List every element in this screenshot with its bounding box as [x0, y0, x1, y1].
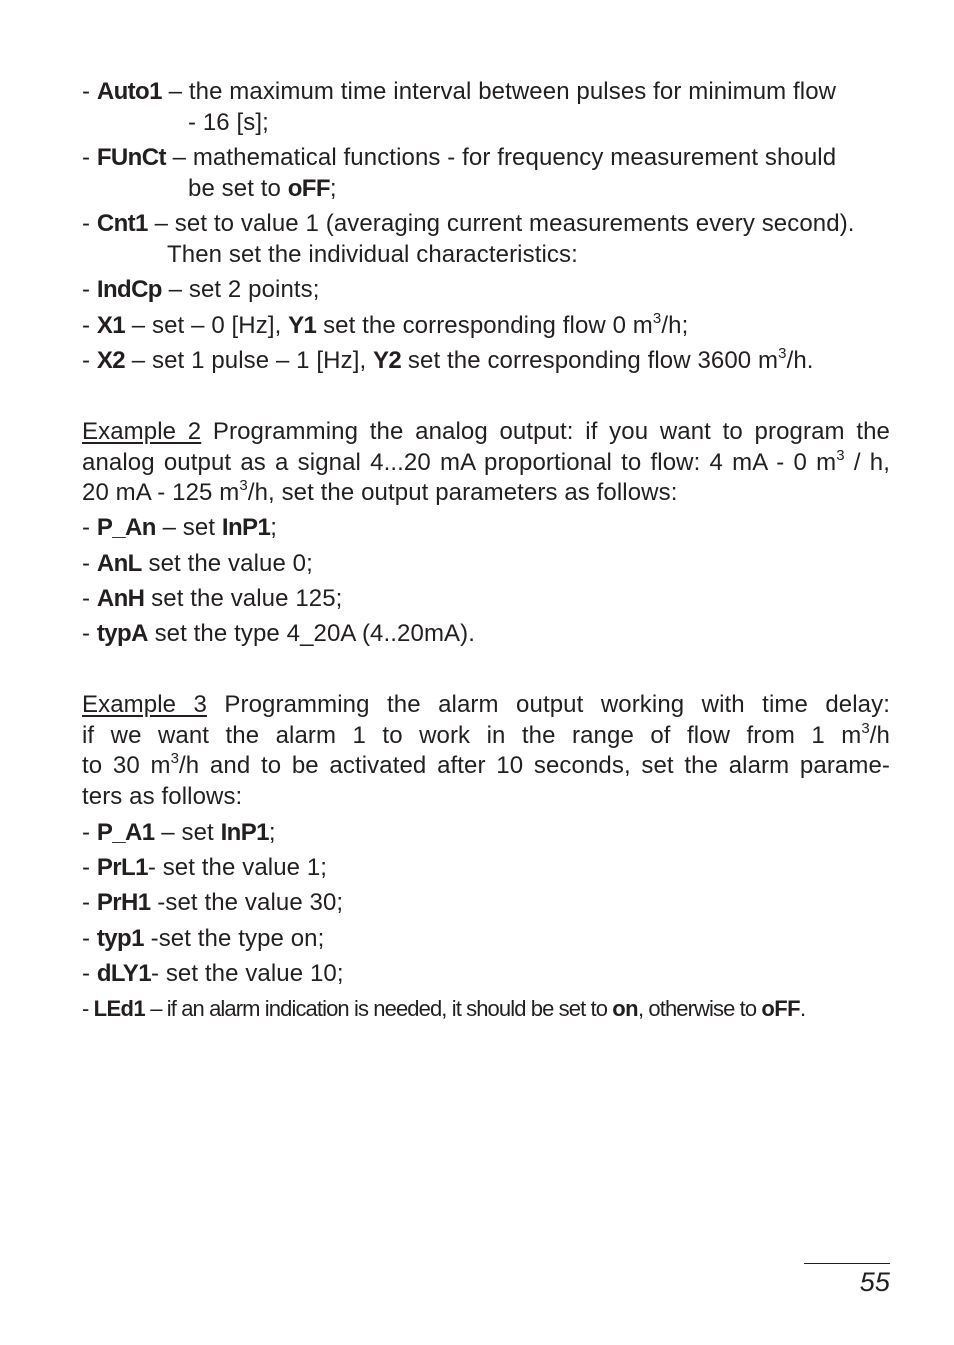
example2-line2: analog output as a signal 4...20 mA proportional to flow: 4 mA - 0 $m^3$ / h, [82, 447, 890, 476]
param-auto1: - Auto1 – the maximum time interval between pulses for minimum flow [82, 78, 837, 105]
param-key: LEd1 [93, 996, 146, 1021]
param-auto1-cont: - 16 [s]; [188, 109, 269, 136]
param-value: InP1 [221, 514, 271, 541]
param-key: AnL [96, 550, 142, 577]
param-p-a1: - P_A1 – set InP1; [82, 819, 276, 846]
param-funct: - FUnCt – mathematical functions - for frequency measurement should [82, 144, 837, 171]
param-key: Cnt1 [96, 210, 148, 237]
param-cnt1: - Cnt1 – set to value 1 (averaging current measurements every second). [82, 210, 855, 237]
param-typa: - typA set the type 4_20A (4..20mA). [82, 620, 475, 647]
param-key: FUnCt [96, 144, 166, 171]
param-key: P_A1 [96, 819, 155, 846]
param-value: oFF [287, 175, 330, 202]
example3-line4: ters as follows: [82, 783, 243, 810]
example3-line3: to 30 $m^3/h$ and to be activated after 10 seconds, set the alarm parame- [82, 750, 890, 779]
param-key: typ1 [96, 925, 144, 952]
param-led1: - LEd1 – if an alarm indication is needed, it should be set to on, otherwise to oFF. [82, 996, 806, 1021]
param-prh1: - PrH1 -set the value 30; [82, 889, 344, 916]
param-value: oFF [761, 996, 800, 1021]
param-dly1: - dLY1- set the value 10; [82, 960, 344, 987]
param-funct-cont: be set to oFF; [188, 175, 337, 202]
page-number: 55 [859, 1267, 890, 1297]
example2-line1: Example 2 Programming the analog output: if you want to program the [82, 418, 890, 445]
example2-line3: 20 mA - 125 $m^3/h$, set the output parameters as follows: [82, 477, 678, 506]
example3-label: Example 3 [82, 691, 207, 718]
example2-label: Example 2 [82, 418, 202, 445]
example3-line1: Example 3 Programming the alarm output working with time delay: [82, 691, 890, 718]
param-key: Auto1 [96, 78, 162, 105]
param-anl: - AnL set the value 0; [82, 550, 313, 577]
param-key: dLY1 [96, 960, 151, 987]
param-key: PrL1 [96, 854, 148, 881]
param-key: typA [96, 620, 148, 647]
param-key: PrH1 [96, 889, 151, 916]
param-key: Y2 [373, 347, 402, 374]
param-key: X1 [96, 312, 126, 339]
param-key: P_An [96, 514, 156, 541]
param-p-an: - P_An – set InP1; [82, 514, 277, 541]
param-typ1: - typ1 -set the type on; [82, 925, 325, 952]
example3-line2: if we want the alarm 1 to work in the range of flow from 1 $m^3/h$ [82, 720, 890, 749]
param-indcp: - IndCp – set 2 points; [82, 276, 320, 303]
param-key: AnH [96, 585, 145, 612]
param-x2: - X2 – set 1 pulse – 1 [Hz], Y2 set the corresponding flow 3600 $m^3/h$. [82, 345, 814, 374]
page-number-rule [804, 1263, 890, 1264]
param-key: Y1 [288, 312, 317, 339]
param-key: IndCp [96, 276, 162, 303]
param-prl1: - PrL1- set the value 1; [82, 854, 328, 881]
param-value: on [612, 996, 638, 1021]
param-cnt1-cont: Then set the individual characteristics: [167, 241, 578, 268]
param-value: InP1 [220, 819, 269, 846]
param-x1: - X1 – set – 0 [Hz], Y1 set the corresponding flow 0 $m^3/h$; [82, 310, 689, 339]
param-anh: - AnH set the value 125; [82, 585, 343, 612]
param-key: X2 [96, 347, 126, 374]
